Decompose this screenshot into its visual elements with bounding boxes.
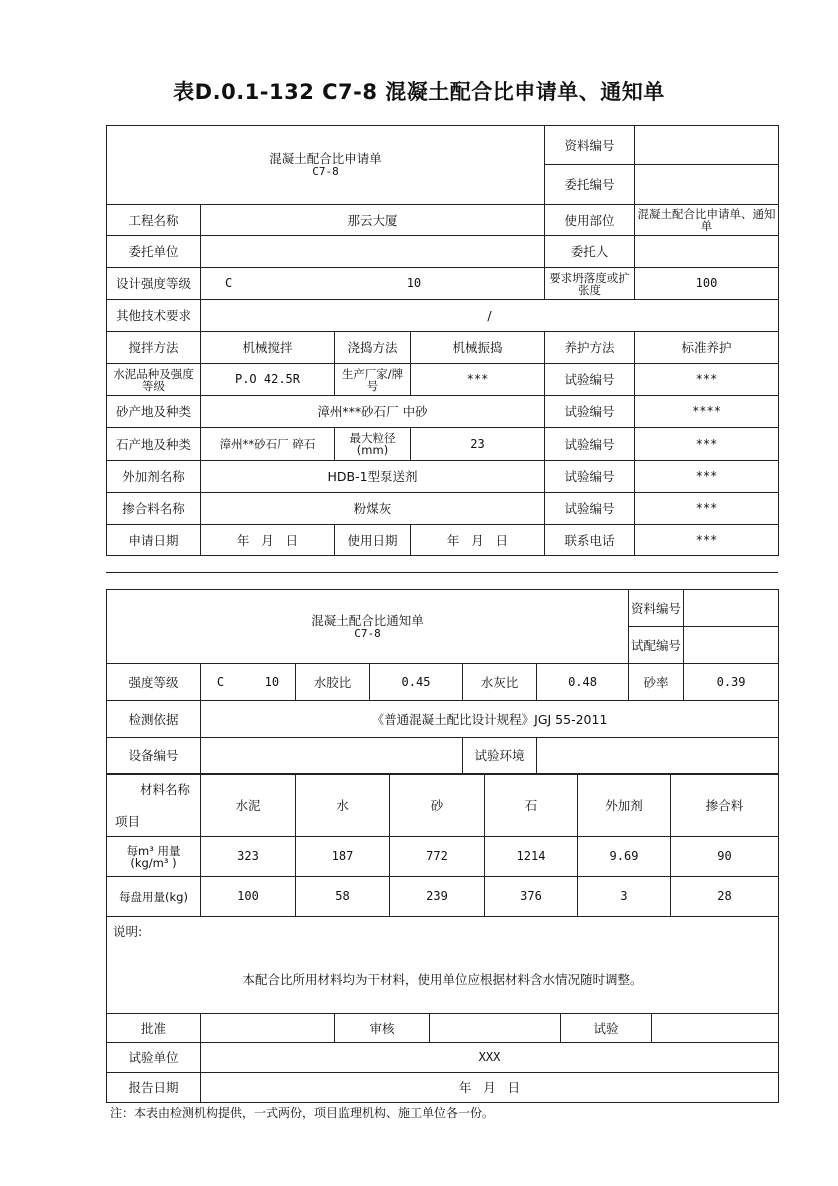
test-value[interactable] — [652, 1014, 779, 1043]
notice-grade-prefix: C — [216, 674, 225, 689]
application-header — [107, 126, 545, 205]
entruster-value[interactable] — [635, 236, 779, 268]
per-batch-value[interactable]: 58 — [296, 877, 390, 917]
remark-text: 本配合比所用材料均为干材料，使用单位应根据材料含水情况随时调整。 — [242, 972, 643, 987]
maxsize-label: 最大粒径(mm) — [335, 428, 411, 461]
maker-label: 生产厂家/牌号 — [335, 364, 411, 396]
stone-value[interactable]: 漳州**砂石厂 碎石 — [201, 428, 335, 461]
stone-test-no[interactable]: *** — [635, 428, 779, 461]
per-batch-value[interactable]: 239 — [390, 877, 485, 917]
use-date-value[interactable]: 年 月 日 — [411, 525, 545, 556]
review-label: 审核 — [335, 1014, 430, 1043]
material-header: 水泥 — [201, 775, 296, 837]
grade-value: 10 — [406, 276, 422, 290]
per-batch-value[interactable]: 28 — [671, 877, 779, 917]
slump-value[interactable]: 100 — [635, 268, 779, 300]
notice-grade-label: 强度等级 — [107, 664, 201, 701]
addition-test-no-label: 试验编号 — [545, 493, 635, 525]
application-header-name: 混凝土配合比申请单 — [269, 151, 382, 166]
maker-value[interactable]: *** — [411, 364, 545, 396]
per-batch-value[interactable]: 3 — [578, 877, 671, 917]
footnote: 注：本表由检测机构提供，一式两份，项目监理机构、施工单位各一份。 — [110, 1106, 495, 1120]
mixing-value[interactable]: 机械搅拌 — [201, 332, 335, 364]
per-m3-value[interactable]: 772 — [390, 837, 485, 877]
use-date-label: 使用日期 — [335, 525, 411, 556]
curing-label: 养护方法 — [545, 332, 635, 364]
per-m3-value[interactable]: 1214 — [485, 837, 578, 877]
remark-cell — [107, 917, 779, 1014]
pouring-value[interactable]: 机械振捣 — [411, 332, 545, 364]
per-m3-label: 每m³ 用量(kg/m³ ) — [107, 837, 201, 877]
notice-grade-value-cell[interactable] — [201, 664, 296, 701]
sand-label: 砂产地及种类 — [107, 396, 201, 428]
basis-label: 检测依据 — [107, 701, 201, 738]
lab-value[interactable]: XXX — [201, 1043, 779, 1073]
cement-value[interactable]: P.O 42.5R — [201, 364, 335, 396]
sand-test-no[interactable]: **** — [635, 396, 779, 428]
sand-value[interactable]: 漳州***砂石厂 中砂 — [201, 396, 545, 428]
equip-label: 设备编号 — [107, 738, 201, 774]
remark-table — [106, 916, 779, 1103]
admixture-test-no-label: 试验编号 — [545, 461, 635, 493]
notice-header-name: 混凝土配合比通知单 — [311, 612, 424, 628]
addition-label: 掺合料名称 — [107, 493, 201, 525]
test-label: 试验 — [561, 1014, 652, 1043]
apply-date-value[interactable]: 年 月 日 — [201, 525, 335, 556]
wc-value[interactable]: 0.48 — [537, 664, 629, 701]
other-label: 其他技术要求 — [107, 300, 201, 332]
use-part-value[interactable]: 混凝土配合比申请单、通知单 — [635, 205, 779, 236]
per-m3-value[interactable]: 187 — [296, 837, 390, 877]
basis-value[interactable]: 《普通混凝土配比设计规程》JGJ 55-2011 — [201, 701, 779, 738]
section-divider — [106, 572, 778, 573]
notice-header — [107, 590, 629, 664]
slump-label: 要求坍落度或扩张度 — [545, 268, 635, 300]
cement-test-no-label: 试验编号 — [545, 364, 635, 396]
material-name-label: 材料名称 — [139, 782, 190, 797]
trial-no-value[interactable] — [684, 627, 779, 664]
curing-value[interactable]: 标准养护 — [635, 332, 779, 364]
use-part-label: 使用部位 — [545, 205, 635, 236]
trial-no-label: 试配编号 — [629, 627, 684, 664]
report-date-label: 报告日期 — [107, 1073, 201, 1103]
maxsize-value[interactable]: 23 — [411, 428, 545, 461]
apply-date-label: 申请日期 — [107, 525, 201, 556]
wb-value[interactable]: 0.45 — [370, 664, 463, 701]
review-value[interactable] — [430, 1014, 561, 1043]
notice-grade-value: 10 — [264, 674, 280, 689]
sand-ratio-value[interactable]: 0.39 — [684, 664, 779, 701]
report-date-value[interactable]: 年 月 日 — [201, 1073, 779, 1103]
entruster-label: 委托人 — [545, 236, 635, 268]
admixture-label: 外加剂名称 — [107, 461, 201, 493]
sand-ratio-label: 砂率 — [629, 664, 684, 701]
sand-test-no-label: 试验编号 — [545, 396, 635, 428]
application-table — [106, 125, 779, 556]
remark-label: 说明: — [113, 924, 143, 939]
addition-value[interactable]: 粉煤灰 — [201, 493, 545, 525]
application-header-code: C7-8 — [312, 165, 339, 178]
per-m3-value[interactable]: 323 — [201, 837, 296, 877]
per-batch-value[interactable]: 100 — [201, 877, 296, 917]
addition-test-no[interactable]: *** — [635, 493, 779, 525]
material-header: 外加剂 — [578, 775, 671, 837]
wc-label: 水灰比 — [463, 664, 537, 701]
approve-label: 批准 — [107, 1014, 201, 1043]
env-label: 试验环境 — [463, 738, 537, 774]
per-batch-value[interactable]: 376 — [485, 877, 578, 917]
lab-label: 试验单位 — [107, 1043, 201, 1073]
cement-label: 水泥品种及强度等级 — [107, 364, 201, 396]
admixture-test-no[interactable]: *** — [635, 461, 779, 493]
entrust-no-label: 委托编号 — [545, 165, 635, 205]
notice-data-no-label: 资料编号 — [629, 590, 684, 627]
equip-value[interactable] — [201, 738, 463, 774]
cement-test-no[interactable]: *** — [635, 364, 779, 396]
data-no-value[interactable] — [635, 126, 779, 165]
grade-value-cell[interactable] — [201, 268, 545, 300]
page-title: 表D.0.1-132 C7-8 混凝土配合比申请单、通知单 — [173, 80, 665, 104]
project-label: 工程名称 — [107, 205, 201, 236]
phone-value[interactable]: *** — [635, 525, 779, 556]
client-label: 委托单位 — [107, 236, 201, 268]
per-batch-label: 每盘用量(kg) — [107, 877, 201, 917]
phone-label: 联系电话 — [545, 525, 635, 556]
material-header: 石 — [485, 775, 578, 837]
material-header: 砂 — [390, 775, 485, 837]
wb-label: 水胶比 — [296, 664, 370, 701]
stone-test-no-label: 试验编号 — [545, 428, 635, 461]
approve-value[interactable] — [201, 1014, 335, 1043]
per-m3-value[interactable]: 90 — [671, 837, 779, 877]
pouring-label: 浇捣方法 — [335, 332, 411, 364]
project-value[interactable]: 那云大厦 — [201, 205, 545, 236]
notice-header-code: C7-8 — [354, 626, 381, 640]
material-header: 掺合料 — [671, 775, 779, 837]
grade-prefix: C — [225, 276, 233, 290]
client-value[interactable] — [201, 236, 545, 268]
entrust-no-value[interactable] — [635, 165, 779, 205]
stone-label: 石产地及种类 — [107, 428, 201, 461]
data-no-label: 资料编号 — [545, 126, 635, 165]
notice-data-no-value[interactable] — [684, 590, 779, 627]
material-item-header — [107, 775, 201, 837]
materials-table — [106, 774, 779, 917]
material-header: 水 — [296, 775, 390, 837]
per-m3-value[interactable]: 9.69 — [578, 837, 671, 877]
other-value[interactable]: / — [201, 300, 779, 332]
env-value[interactable] — [537, 738, 779, 774]
grade-label: 设计强度等级 — [107, 268, 201, 300]
mixing-label: 搅拌方法 — [107, 332, 201, 364]
admixture-value[interactable]: HDB-1型泵送剂 — [201, 461, 545, 493]
item-label: 项目 — [115, 814, 141, 829]
notice-table — [106, 589, 779, 774]
